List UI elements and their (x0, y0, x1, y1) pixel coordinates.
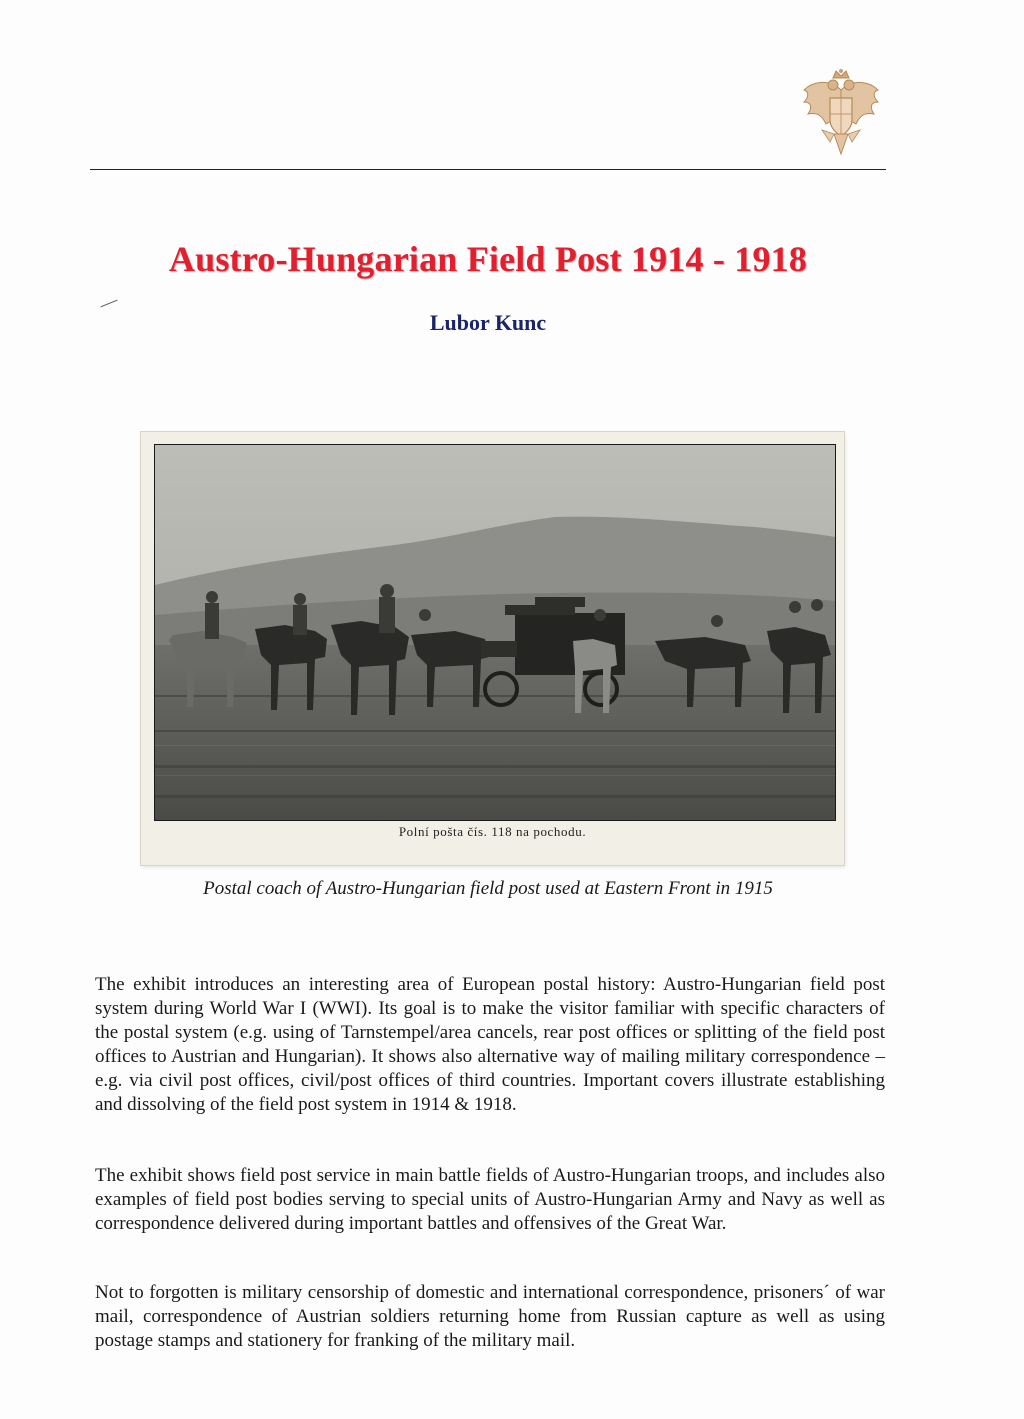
crest-graphic (800, 68, 882, 162)
header-divider (90, 169, 886, 170)
page-title: Austro-Hungarian Field Post 1914 - 1918 (168, 239, 808, 279)
paragraph-intro: The exhibit introduces an interesting area of European postal history: Austro-Hungarian field post system during World War I (WWI). Its goal is to make the visitor familiar with specific characters of the postal system (e.g. using of Tarnstempel/area cancels, rear post offices or splitting of the field post offices to Austrian and Hungarian). It shows also alternative way of mailing military correspondence – e.g. via civil post offices, civil/post offices of third countries. Important covers illustrate establishing and dissolving of the field post system in 1914 & 1918. (95, 974, 885, 1115)
photo-graphic (155, 445, 835, 820)
postcard-caption: Polní pošta čís. 118 na pochodu. (398, 824, 587, 839)
paragraph-battlefields: The exhibit shows field post service in main battle fields of Austro-Hungarian troops, and includes also examples of field post bodies serving to special units of Austro-Hungarian Army and Navy as well as correspondence delivered during important battles and offensives of the Great War. (95, 1165, 885, 1234)
postcard (141, 432, 844, 865)
paragraph-censorship: Not to forgotten is military censorship of domestic and international correspondence, prisoners´ of war mail, correspondence of Austrian soldiers returning home from Russian capture as well as using postage stamps and stationery for franking of the military mail. (95, 1282, 885, 1351)
pencil-mark (100, 300, 117, 308)
horse-drawn-postal-coach-photo (154, 444, 836, 821)
author-name: Lubor Kunc (429, 310, 547, 335)
photo-caption: Postal coach of Austro-Hungarian field post used at Eastern Front in 1915 (203, 878, 773, 899)
double-headed-eagle-crest-icon (800, 68, 882, 162)
